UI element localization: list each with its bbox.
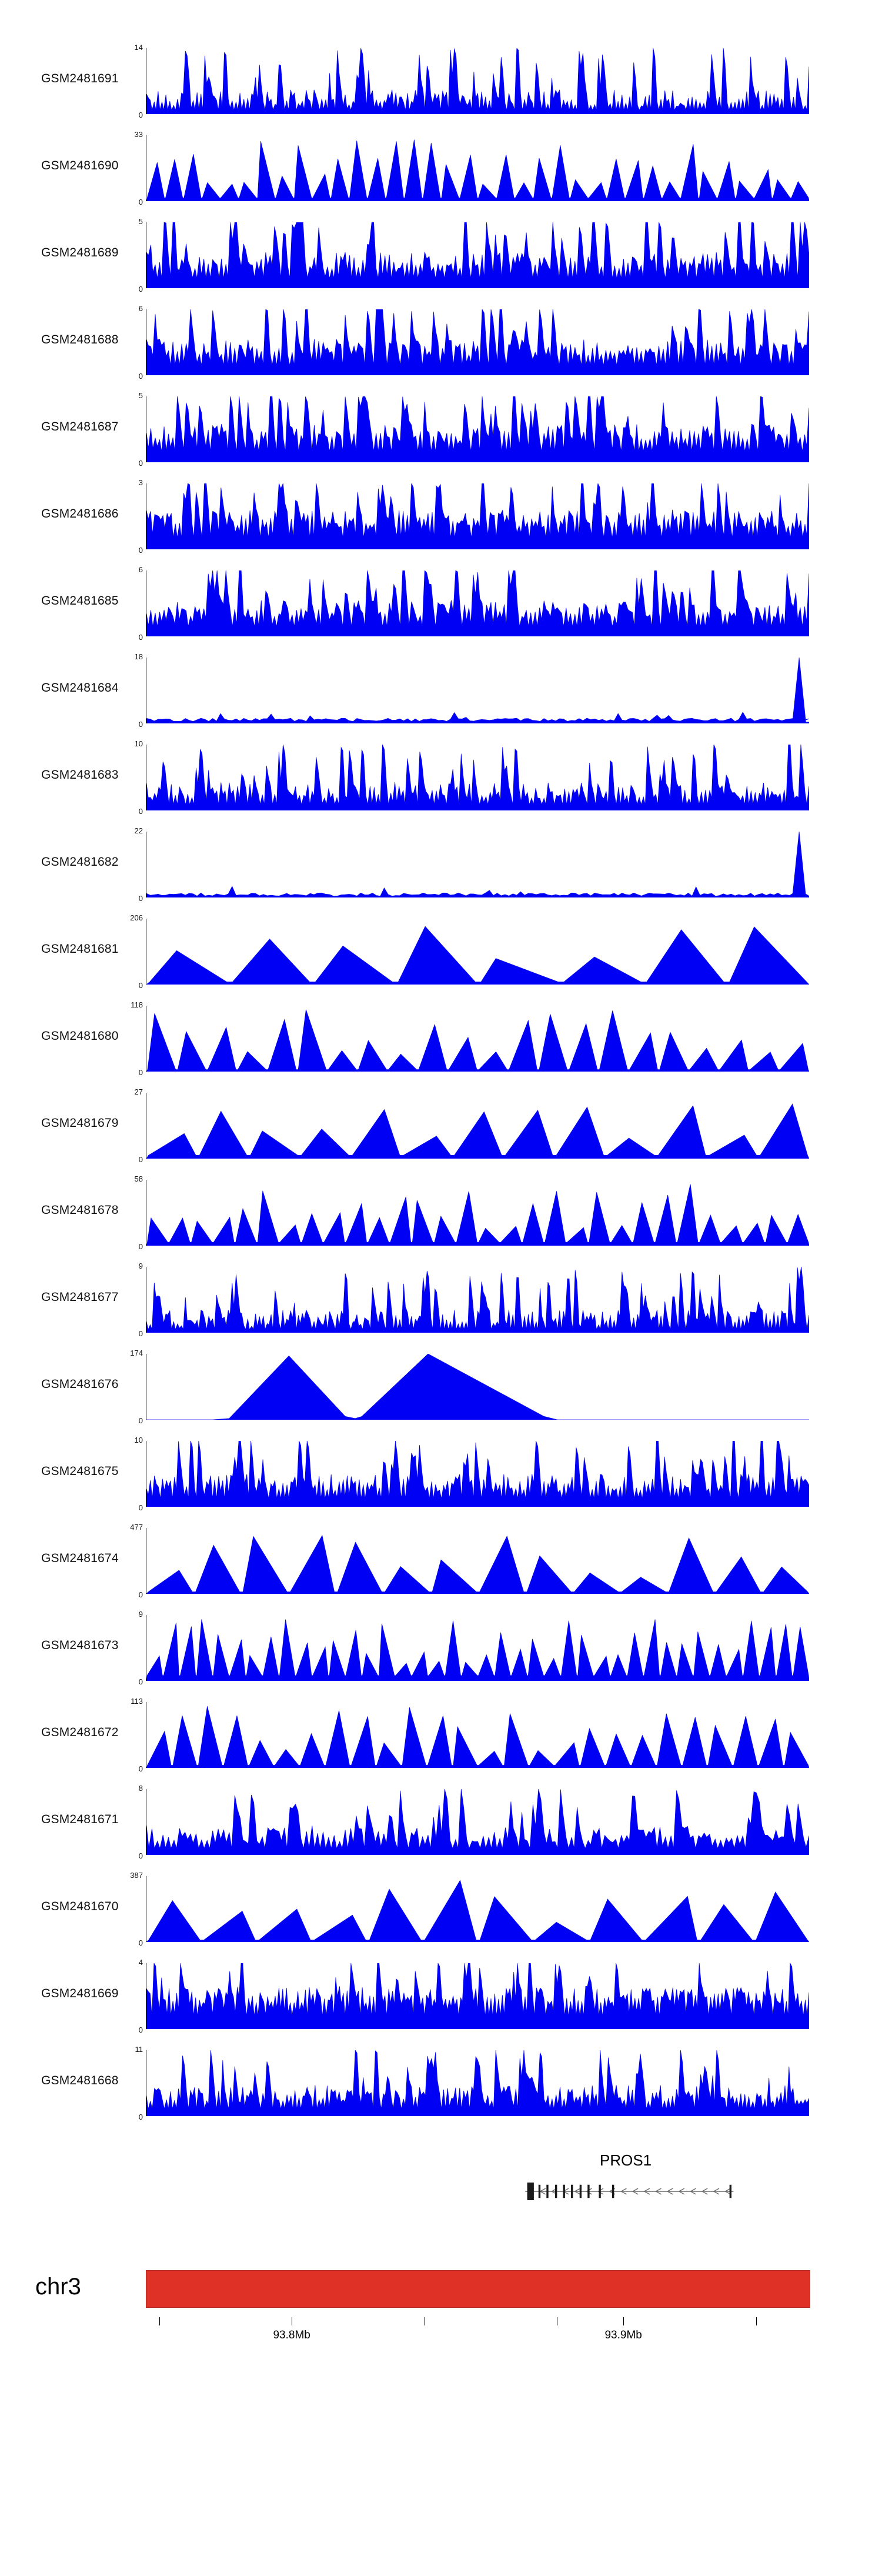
coverage-track [0, 471, 882, 558]
track-sample-label: GSM2481683 [41, 768, 119, 782]
track-plot [135, 2045, 809, 2121]
track-sample-label: GSM2481670 [41, 1900, 119, 1913]
coverage-area [146, 483, 809, 549]
y-axis-min-label: 0 [138, 981, 143, 990]
y-axis-max-label: 18 [134, 652, 143, 661]
y-axis-min-label: 0 [138, 894, 143, 903]
y-axis-min-label: 0 [138, 1764, 143, 1773]
y-axis-min-label: 0 [138, 1416, 143, 1425]
coverage-area [146, 1093, 809, 1159]
coverage-track [0, 906, 882, 993]
y-axis-min-label: 0 [138, 1851, 143, 1860]
y-axis-min-label: 0 [138, 2026, 143, 2034]
y-axis-max-label: 9 [138, 1262, 143, 1270]
coverage-track-list [0, 35, 882, 2124]
y-axis-min-label: 0 [138, 1329, 143, 1338]
gene-model-panel [0, 2147, 882, 2235]
track-sample-label: GSM2481684 [41, 681, 119, 695]
coverage-track [0, 1515, 882, 1602]
coverage-track [0, 383, 882, 471]
track-sample-label: GSM2481673 [41, 1639, 119, 1652]
track-plot [130, 913, 809, 990]
y-axis-max-label: 5 [138, 391, 143, 400]
coverage-track [0, 1254, 882, 1341]
coverage-track [0, 732, 882, 819]
track-plot [134, 1436, 809, 1512]
track-sample-label: GSM2481669 [41, 1987, 119, 2000]
chromosome-label: chr3 [35, 2274, 81, 2300]
track-plot [138, 565, 809, 642]
track-plot [138, 1262, 809, 1338]
y-axis-min-label: 0 [138, 459, 143, 468]
gene-name-label: PROS1 [600, 2151, 652, 2169]
track-plot [134, 1087, 809, 1164]
track-sample-label: GSM2481677 [41, 1290, 119, 1304]
coverage-track [0, 2037, 882, 2124]
y-axis-max-label: 11 [135, 2045, 143, 2054]
y-axis-min-label: 0 [138, 633, 143, 642]
coverage-area [146, 919, 809, 985]
y-axis-min-label: 0 [138, 546, 143, 555]
track-sample-label: GSM2481668 [41, 2074, 119, 2087]
axis-tick [756, 2317, 757, 2325]
y-axis-min-label: 0 [138, 720, 143, 729]
y-axis-max-label: 174 [130, 1349, 143, 1357]
y-axis-max-label: 3 [138, 478, 143, 487]
track-sample-label: GSM2481687 [41, 420, 119, 433]
axis-tick [159, 2317, 160, 2325]
y-axis-max-label: 27 [134, 1087, 143, 1096]
coverage-area [146, 1963, 809, 2029]
coverage-area [146, 1006, 809, 1072]
chromosome-bar [146, 2270, 810, 2308]
coverage-area [146, 745, 809, 810]
track-sample-label: GSM2481688 [41, 333, 119, 346]
track-sample-label: GSM2481675 [41, 1464, 119, 1478]
coverage-area [146, 309, 809, 375]
y-axis-max-label: 6 [138, 304, 143, 313]
y-axis-min-label: 0 [138, 1155, 143, 1164]
y-axis-max-label: 113 [131, 1697, 143, 1706]
coverage-area [146, 1876, 809, 1942]
track-plot [134, 130, 809, 206]
coverage-track [0, 1428, 882, 1515]
coverage-track [0, 209, 882, 296]
track-plot [131, 1697, 809, 1773]
track-plot [138, 1958, 809, 2034]
coverage-track [0, 645, 882, 732]
y-axis-max-label: 22 [134, 826, 143, 835]
coverage-area [146, 2050, 809, 2116]
coverage-track [0, 1863, 882, 1950]
track-plot [138, 478, 809, 555]
y-axis-max-label: 4 [138, 1958, 143, 1967]
y-axis-min-label: 0 [138, 198, 143, 206]
track-plot [134, 652, 809, 729]
coverage-track [0, 1950, 882, 2037]
coverage-area [146, 1702, 809, 1768]
coverage-area [146, 1789, 809, 1855]
y-axis-min-label: 0 [138, 1068, 143, 1077]
axis-tick-label: 93.9Mb [604, 2329, 642, 2341]
coverage-area [146, 48, 809, 114]
coverage-area [146, 658, 809, 723]
track-plot [138, 1610, 809, 1686]
coverage-track [0, 819, 882, 906]
coverage-area [146, 1354, 809, 1420]
coverage-area [146, 570, 809, 636]
track-sample-label: GSM2481680 [41, 1029, 119, 1043]
y-axis-max-label: 118 [131, 1000, 143, 1009]
coverage-area [146, 832, 809, 897]
coverage-track [0, 296, 882, 383]
track-sample-label: GSM2481689 [41, 246, 119, 259]
track-plot [134, 1174, 809, 1251]
y-axis-min-label: 0 [138, 2113, 143, 2121]
y-axis-min-label: 0 [138, 285, 143, 293]
coverage-track [0, 1776, 882, 1863]
coverage-area [146, 1528, 809, 1594]
y-axis-max-label: 33 [134, 130, 143, 139]
track-plot [138, 304, 809, 381]
axis-ticks [146, 2317, 809, 2358]
coverage-track [0, 1080, 882, 1167]
y-axis-max-label: 9 [138, 1610, 143, 1619]
y-axis-min-label: 0 [138, 1677, 143, 1686]
y-axis-max-label: 10 [134, 739, 143, 748]
track-sample-label: GSM2481682 [41, 855, 119, 869]
coverage-area [146, 1441, 809, 1507]
track-sample-label: GSM2481686 [41, 507, 119, 520]
y-axis-min-label: 0 [138, 807, 143, 816]
track-plot [134, 826, 809, 903]
y-axis-max-label: 5 [138, 217, 143, 226]
track-sample-label: GSM2481691 [41, 72, 119, 85]
y-axis-min-label: 0 [138, 372, 143, 381]
track-plot [131, 1000, 809, 1077]
track-sample-label: GSM2481674 [41, 1551, 119, 1565]
track-sample-label: GSM2481679 [41, 1116, 119, 1130]
y-axis-max-label: 14 [134, 43, 143, 52]
y-axis-max-label: 477 [130, 1523, 143, 1531]
coverage-track [0, 1167, 882, 1254]
coverage-track [0, 993, 882, 1080]
y-axis-min-label: 0 [138, 111, 143, 119]
y-axis-max-label: 206 [130, 913, 143, 922]
track-plot [138, 391, 809, 468]
track-sample-label: GSM2481690 [41, 159, 119, 172]
coverage-track [0, 122, 882, 209]
y-axis-max-label: 10 [134, 1436, 143, 1444]
track-sample-label: GSM2481678 [41, 1203, 119, 1217]
coverage-area [146, 1267, 809, 1333]
coverage-area [146, 222, 809, 288]
coverage-track [0, 558, 882, 645]
coverage-area [146, 1615, 809, 1681]
y-axis-max-label: 8 [138, 1784, 143, 1793]
coverage-area [146, 1180, 809, 1246]
track-plot [130, 1871, 809, 1947]
track-sample-label: GSM2481676 [41, 1377, 119, 1391]
track-plot [138, 1784, 809, 1860]
coverage-area [146, 135, 809, 201]
y-axis-max-label: 6 [138, 565, 143, 574]
y-axis-min-label: 0 [138, 1590, 143, 1599]
track-plot [130, 1349, 809, 1425]
axis-tick [623, 2317, 624, 2325]
y-axis-max-label: 58 [134, 1174, 143, 1183]
track-sample-label: GSM2481685 [41, 594, 119, 608]
track-plot [134, 739, 809, 816]
coverage-track [0, 1602, 882, 1689]
y-axis-min-label: 0 [138, 1242, 143, 1251]
axis-tick-label: 93.8Mb [273, 2329, 310, 2341]
track-plot [130, 1523, 809, 1599]
track-sample-label: GSM2481671 [41, 1813, 119, 1826]
track-plot [134, 43, 809, 119]
gene-model-track [146, 2170, 809, 2211]
y-axis-max-label: 387 [130, 1871, 143, 1880]
y-axis-min-label: 0 [138, 1503, 143, 1512]
coverage-track [0, 1689, 882, 1776]
track-plot [138, 217, 809, 293]
coverage-area [146, 396, 809, 462]
coverage-track [0, 35, 882, 122]
track-sample-label: GSM2481672 [41, 1726, 119, 1739]
coverage-track [0, 1341, 882, 1428]
y-axis-min-label: 0 [138, 1938, 143, 1947]
track-sample-label: GSM2481681 [41, 942, 119, 956]
